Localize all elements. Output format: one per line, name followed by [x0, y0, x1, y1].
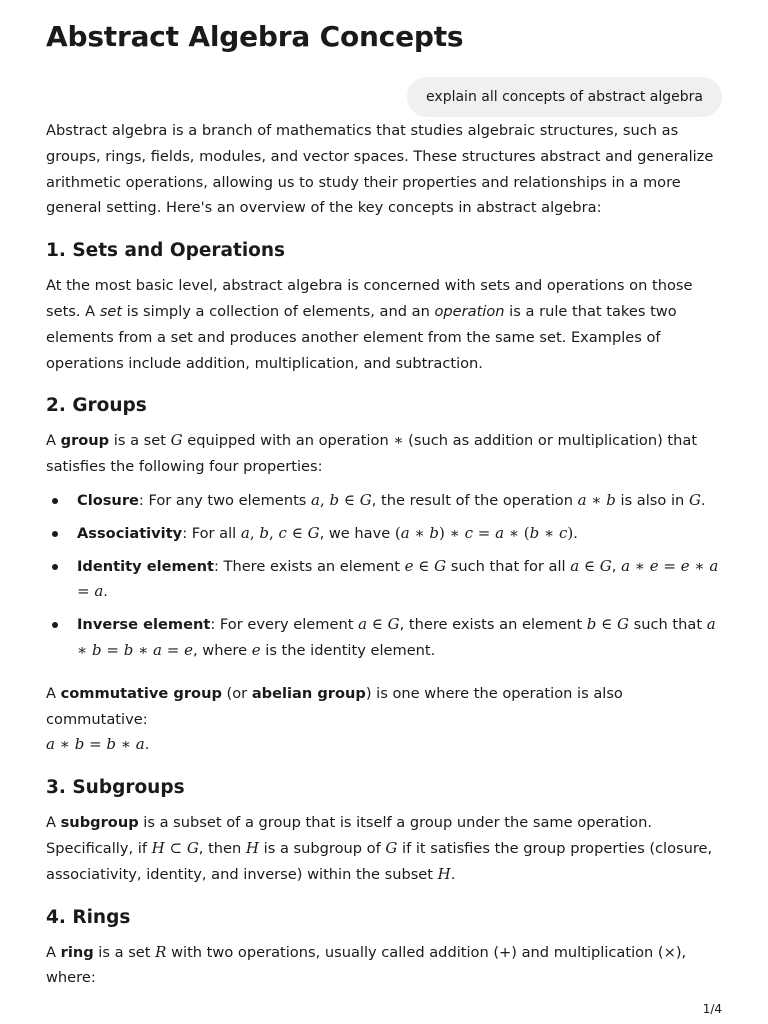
section-heading-sets: 1. Sets and Operations: [46, 240, 286, 262]
math: ∗: [539, 523, 560, 542]
math: a: [495, 523, 505, 542]
math: b: [106, 735, 117, 754]
math: a: [577, 490, 587, 509]
math: a: [621, 556, 631, 575]
math: G: [385, 838, 398, 857]
math: ∈: [596, 615, 618, 634]
math: ∗ (: [504, 523, 530, 542]
math: ∈: [579, 556, 600, 575]
math: H: [151, 838, 165, 857]
math: e: [680, 556, 690, 575]
response-body: [46, 118, 722, 991]
math: ∗: [586, 490, 607, 509]
math: a: [570, 556, 580, 575]
math: G: [688, 490, 701, 509]
math: a: [709, 556, 719, 575]
math: H: [437, 864, 451, 883]
page-title: Abstract Algebra Concepts: [46, 20, 464, 53]
subgroup-term: subgroup: [60, 814, 139, 832]
math: a: [153, 640, 162, 659]
math: G: [617, 615, 630, 634]
math: =: [101, 640, 124, 659]
math: =: [84, 735, 107, 754]
math: G: [434, 556, 447, 575]
math: b: [529, 523, 540, 542]
math: e: [251, 640, 261, 659]
math: a: [358, 615, 368, 634]
math: c: [559, 523, 568, 542]
math: G: [599, 556, 612, 575]
math: b: [586, 615, 597, 634]
math: ∈: [367, 615, 388, 634]
section-heading-subgroups: 3. Subgroups: [46, 777, 185, 799]
math: ∗: [116, 735, 136, 754]
ring-term: ring: [60, 943, 94, 961]
page-number: 1/4: [702, 1002, 722, 1016]
commutative-paragraph: A commutative group (or abelian group) is one where the operation is also commutative: a ∗ b = b ∗ a.: [46, 684, 623, 754]
section-heading-groups: 2. Groups: [46, 395, 147, 417]
intro-paragraph: Abstract algebra is a branch of mathematics that studies algebraic structures, such as groups, rings, fields, modules, and vector spaces. These structures abstract and generalize arithmetic operations, allowing us to study their properties and relationships in a more general setting. Here's an overview of the key concepts in abstract algebra:: [46, 122, 714, 217]
list-item: Associativity: For all a, b, c ∈ G, we have (a ∗ b) ∗ c = a ∗ (b ∗ c).: [77, 521, 722, 547]
math: ): [567, 523, 574, 542]
math: c: [464, 523, 474, 542]
set-term: set: [99, 302, 123, 320]
math: ∈: [339, 490, 360, 509]
operation-term: operation: [434, 302, 505, 320]
math: ,: [320, 490, 330, 509]
math: G: [387, 615, 400, 634]
math: a: [400, 523, 410, 542]
math: b: [123, 640, 134, 659]
math: =: [473, 523, 496, 542]
rings-paragraph: A ring is a set R with two operations, usually called addition (+) and multiplication (×), where:: [46, 942, 687, 987]
math: e: [649, 556, 659, 575]
subgroups-paragraph: A subgroup is a subset of a group that is itself a group under the same operation. Specifically, if H ⊂ G, then H is a subgroup of G if it satisfies the group properties (closure, associativity, identity, and inverse) within the subset H.: [46, 814, 713, 883]
section-heading-rings: 4. Rings: [46, 906, 131, 928]
group-properties-list: [46, 488, 722, 664]
math: a: [706, 615, 716, 634]
math: G: [359, 490, 372, 509]
math: b: [91, 640, 102, 659]
math: a: [46, 735, 55, 754]
math: G: [170, 431, 183, 450]
math: ,: [249, 523, 260, 542]
math: =: [658, 556, 681, 575]
math: ∗: [409, 523, 430, 542]
math: b: [259, 523, 269, 542]
group-term: group: [60, 432, 110, 450]
math: H: [245, 838, 260, 857]
math: ∗: [689, 556, 710, 575]
commutative-group-term: commutative group: [60, 684, 222, 702]
math: =: [161, 640, 185, 659]
math: ∗: [630, 556, 650, 575]
math: b: [429, 523, 440, 542]
list-item: Inverse element: For every element a ∈ G, there exists an element b ∈ G such that a ∗ b = b ∗ a = e, where e is the identity element.: [77, 612, 722, 664]
math: a: [94, 582, 104, 601]
math: ∗: [77, 640, 92, 659]
math: b: [329, 490, 340, 509]
math: =: [77, 582, 95, 601]
list-item: Identity element: There exists an element e ∈ G such that for all a ∈ G, a ∗ e = e ∗ a = a.: [77, 554, 722, 606]
math: ∗: [393, 431, 404, 450]
math: ∗: [54, 735, 75, 754]
math: a: [240, 523, 250, 542]
math: R: [155, 942, 167, 961]
abelian-group-term: abelian group: [251, 684, 366, 702]
math: ∈: [286, 523, 308, 542]
math: ) ∗: [439, 523, 465, 542]
math: c: [278, 523, 287, 542]
math: ∗: [133, 640, 154, 659]
math: ⊂: [164, 838, 187, 857]
math: a: [311, 490, 320, 509]
math: b: [606, 490, 616, 509]
sets-paragraph: At the most basic level, abstract algebra is concerned with sets and operations on those sets. A set is simply a collection of elements, and an operation is a rule that takes two elements from a set and produces another element from the same set. Examples of operations include addition, multiplication, and subtraction.: [46, 277, 693, 372]
math: e: [184, 640, 193, 659]
math: b: [74, 735, 85, 754]
math: a: [135, 735, 145, 754]
math: (: [394, 523, 401, 542]
user-prompt-bubble: explain all concepts of abstract algebra: [407, 77, 722, 117]
math: ∈: [413, 556, 435, 575]
math: G: [186, 838, 199, 857]
math: e: [404, 556, 414, 575]
list-item: Closure: For any two elements a, b ∈ G, the result of the operation a ∗ b is also in G.: [77, 488, 722, 514]
math: G: [307, 523, 320, 542]
groups-intro: A group is a set G equipped with an operation ∗ (such as addition or multiplication) that satisfies the following four properties:: [46, 431, 698, 476]
math: ,: [269, 523, 279, 542]
